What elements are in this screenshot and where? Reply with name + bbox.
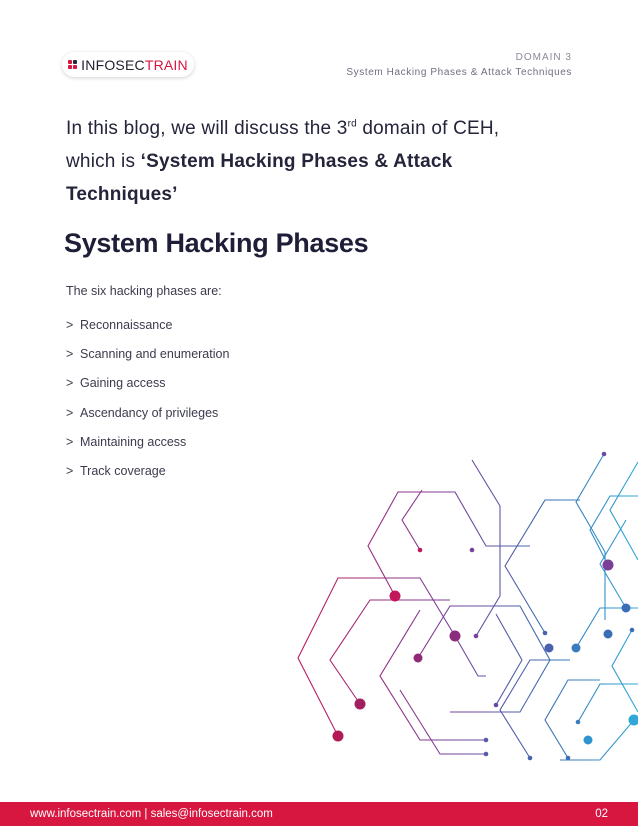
chevron-right-icon: >	[66, 317, 74, 332]
chevron-right-icon: >	[66, 464, 74, 479]
list-item-label: Gaining access	[80, 376, 166, 391]
chevron-right-icon: >	[66, 346, 74, 361]
chevron-right-icon: >	[66, 434, 74, 449]
header-domain-label: DOMAIN 3	[515, 52, 572, 63]
logo-text-train: TRAIN	[144, 56, 188, 73]
intro-ordinal-suffix: rd	[347, 118, 357, 130]
chevron-right-icon: >	[66, 376, 74, 391]
intro-emphasis-line3: Techniques’	[66, 184, 178, 205]
list-item-label: Track coverage	[80, 464, 166, 479]
intro-line1-suffix: domain of CEH,	[356, 118, 500, 139]
intro-line2-prefix: which is	[66, 151, 141, 172]
page-number: 02	[595, 808, 608, 820]
circuit-lines	[298, 454, 638, 760]
list-item-label: Maintaining access	[80, 434, 187, 449]
intro-line1-prefix: In this blog, we will discuss the 3	[66, 118, 348, 139]
chevron-right-icon: >	[66, 405, 74, 420]
list-item-label: Scanning and enumeration	[80, 346, 230, 361]
intro-emphasis-line2: ‘System Hacking Phases & Attack	[140, 151, 453, 172]
section-title: System Hacking Phases	[64, 228, 369, 258]
header-subtitle: System Hacking Phases & Attack Techniques	[346, 67, 572, 78]
footer-contact-links[interactable]: www.infosectrain.com | sales@infosectrain.com	[30, 808, 273, 820]
section-lead: The six hacking phases are:	[66, 284, 222, 298]
list-item-label: Reconnaissance	[80, 317, 173, 332]
list-item-label: Ascendancy of privileges	[80, 405, 219, 420]
logo-text-infosec: INFOSEC	[81, 56, 145, 73]
